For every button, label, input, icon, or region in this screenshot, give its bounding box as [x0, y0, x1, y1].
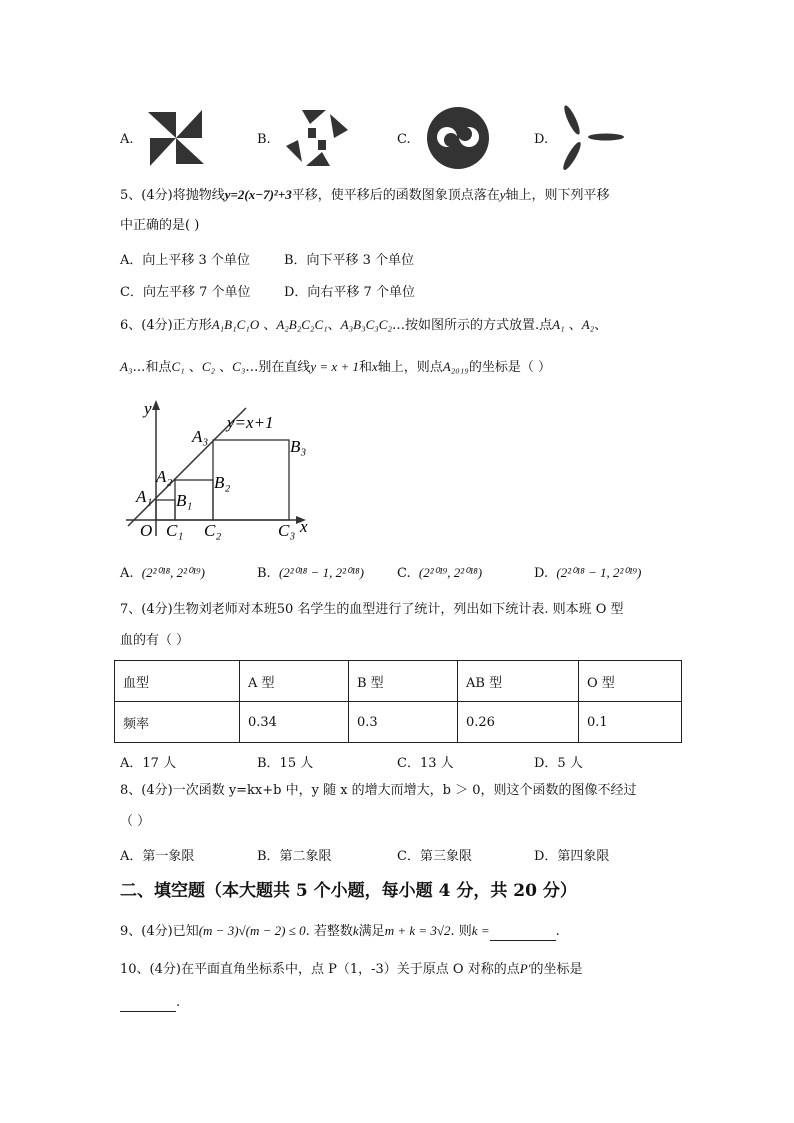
q6-x-axis: x: [372, 359, 378, 374]
table-cell: 血型: [115, 661, 240, 702]
label-b1: B₁: [176, 491, 193, 510]
q9-expr1: (m − 3)√(m − 2) ≤ 0: [198, 923, 306, 938]
blood-type-table: [114, 660, 682, 743]
q6-text-d: …别在直线: [245, 360, 311, 375]
table-cell: 0.1: [579, 702, 682, 743]
table-cell: 0.34: [240, 702, 349, 743]
q7-number: 7、(4分): [120, 602, 173, 617]
label-x: x: [300, 517, 308, 536]
q6-number: 6、(4分): [120, 318, 173, 333]
q6-square-2: A₂B₂C₂C₁: [276, 317, 328, 332]
q10-number: 10、(4分): [120, 962, 181, 977]
q5-text-b: 平移，使平移后的函数图象顶点落在: [291, 188, 500, 203]
q10-answer-line: [120, 994, 180, 1012]
q6-square-3: A₃B₃C₃C₂: [340, 317, 392, 332]
q5-formula: y=2(x−7)²+3: [224, 187, 292, 202]
q4-option-b-label: B.: [257, 132, 271, 147]
table-cell: A 型: [240, 661, 349, 702]
q5-option-a: A．向上平移 3 个单位: [120, 253, 250, 268]
q8-number: 8、(4分): [120, 783, 173, 798]
q5-stem-line1: [120, 186, 610, 205]
q7-option-d: D．5 人: [534, 756, 583, 771]
q6-line-eq: y = x + 1: [310, 359, 359, 374]
q6-text: 正方形: [172, 318, 212, 333]
q8-option-b: B．第二象限: [257, 849, 332, 864]
table-cell: 0.3: [349, 702, 458, 743]
q6-option-b-label: B.: [257, 566, 271, 581]
q6-text-e: 和: [358, 360, 372, 375]
q8-option-c: C．第三象限: [397, 849, 472, 864]
q6-square-1: A₁B₁C₁O: [211, 317, 260, 332]
q6-text-g: 的坐标是（ ）: [468, 360, 551, 375]
table-cell: B 型: [349, 661, 458, 702]
q5-stem-line2: 中正确的是( ): [120, 218, 200, 233]
label-c2: C₂: [204, 521, 222, 540]
q6-text-c: …和点: [132, 360, 172, 375]
q6-option-c-label: C.: [397, 566, 411, 581]
q5-axis: y: [499, 187, 506, 202]
label-c1: C₁: [166, 521, 184, 540]
q7-text: 生物刘老师对本班50 名学生的血型进行了统计，列出如下统计表. 则本班 O 型: [172, 602, 624, 617]
q9-text-b: . 若整数: [305, 924, 353, 939]
q9-k: k: [352, 923, 359, 938]
table-cell: O 型: [579, 661, 682, 702]
q9-answer-blank[interactable]: [490, 926, 556, 941]
section-2-heading: 二、填空题（本大题共 5 个小题，每小题 4 分，共 20 分）: [120, 881, 577, 901]
q6-option-c: [397, 565, 482, 581]
q6-point-a2019: A₂₀₁₉: [442, 359, 469, 374]
q5-option-d: D．向右平移 7 个单位: [284, 285, 415, 300]
q6-option-d-label: D.: [534, 566, 549, 581]
q10-stem: [120, 960, 583, 979]
table-cell: 频率: [115, 702, 240, 743]
q6-option-d: [534, 565, 641, 581]
square-1: [156, 500, 175, 520]
label-b3: B₃: [290, 437, 307, 456]
q6-point-c1: C₁: [171, 359, 185, 374]
q6-option-b-value: (2²⁰¹⁸ − 1, 2²⁰¹⁸): [278, 565, 364, 580]
q9-stem: [120, 922, 560, 941]
label-line: y=x+1: [227, 413, 274, 432]
q5-text-a: 将抛物线: [172, 188, 225, 203]
quad-arrows-figure: [282, 108, 352, 170]
q9-text-c: 满足: [358, 924, 385, 939]
q5-option-b: B．向下平移 3 个单位: [284, 253, 415, 268]
q6-option-a-label: A.: [120, 566, 134, 581]
q6-option-a: [120, 565, 205, 581]
q4-option-d-label: D.: [534, 132, 549, 147]
label-b2: B₂: [214, 473, 231, 492]
q6-option-d-value: (2²⁰¹⁸ − 1, 2²⁰¹⁹): [556, 565, 642, 580]
table-row: [115, 702, 682, 743]
yin-yang-circle-figure: [424, 106, 492, 170]
three-blade-figure: [556, 102, 628, 176]
q8-option-d: D．第四象限: [534, 849, 610, 864]
q10-period: .: [176, 995, 181, 1010]
q7-option-c: C．13 人: [397, 756, 454, 771]
q8-option-a: A．第一象限: [120, 849, 195, 864]
q10-text: 在平面直角坐标系中，点 P（1，-3）关于原点 O 对称的点: [180, 962, 520, 977]
q5-option-c: C．向左平移 7 个单位: [120, 285, 251, 300]
q9-number: 9、(4分): [120, 924, 173, 939]
q8-stem-line2: （ ）: [120, 814, 151, 829]
q10-pprime: P′: [519, 961, 531, 976]
table-cell: AB 型: [458, 661, 579, 702]
q7-option-a: A．17 人: [120, 756, 177, 771]
label-a2: A₂: [156, 467, 173, 486]
q6-option-c-value: (2²⁰¹⁹, 2²⁰¹⁸): [418, 565, 483, 580]
q4-option-c-label: C.: [397, 132, 411, 147]
q6-point-a2: A₂: [581, 317, 595, 332]
q7-option-b: B．15 人: [257, 756, 314, 771]
q6-text-b: …按如图所示的方式放置.点: [391, 318, 553, 333]
label-y: y: [144, 399, 152, 418]
q6-option-a-value: (2²⁰¹⁸, 2²⁰¹⁹): [141, 565, 206, 580]
q6-point-a3: A₃: [120, 359, 133, 374]
label-o: O: [140, 521, 153, 540]
q9-text-a: 已知: [172, 924, 199, 939]
q6-stem-line2: A₃…和点C₁ 、C₂ 、C₃…别在直线y = x + 1和x轴上，则点A₂₀₁₉的坐标是（ ）: [120, 359, 551, 375]
q6-point-c2: C₂: [201, 359, 216, 374]
q6-point-c3: C₃: [232, 359, 246, 374]
q5-number: 5、(4分): [120, 188, 173, 203]
q9-period: .: [555, 924, 560, 939]
q8-text: 一次函数 y=kx+b 中，y 随 x 的增大而增大，b ＞ 0，则这个函数的图像不经过: [172, 783, 637, 798]
table-cell: 0.26: [458, 702, 579, 743]
q6-option-b: [257, 565, 364, 581]
q6-stem-line1: 6、(4分)正方形A₁B₁C₁O 、A₂B₂C₂C₁、A₃B₃C₃C₂…按如图所示的方式放置.点A₁ 、A₂、: [120, 317, 608, 333]
q5-text-c: 轴上，则下列平移: [505, 188, 610, 203]
q7-stem-line1: [120, 601, 624, 619]
q7-stem-line2: 血的有（ ）: [120, 633, 190, 648]
q9-expr2: m + k = 3√2: [384, 923, 451, 938]
label-a1: A₁: [136, 487, 153, 506]
q6-text-f: 轴上，则点: [377, 360, 443, 375]
q9-text-d: . 则: [450, 924, 472, 939]
label-a3: A₃: [192, 427, 209, 446]
table-header-row: [115, 661, 682, 702]
pinwheel-figure: [146, 108, 206, 168]
q9-text-e: k =: [471, 923, 490, 938]
q8-stem-line1: [120, 782, 637, 800]
q4-option-a-label: A.: [120, 132, 134, 147]
q10-answer-blank[interactable]: [120, 997, 176, 1012]
q6-point-a1: A₁: [552, 317, 565, 332]
q10-text-b: 的坐标是: [530, 962, 583, 977]
label-c3: C₃: [278, 521, 296, 540]
q6-square-figure: [120, 396, 320, 544]
